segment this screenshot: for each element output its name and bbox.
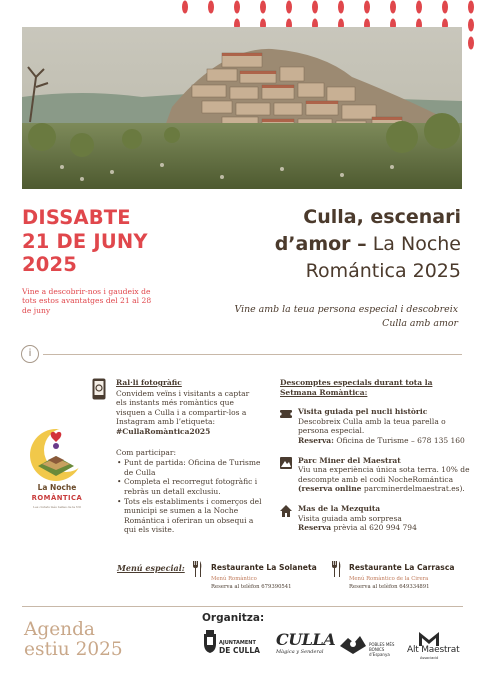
mountain-icon xyxy=(280,457,292,469)
pobles-line-2: BONICS xyxy=(369,647,385,652)
discount-item xyxy=(280,407,470,445)
agenda-line-2: estiu 2025 xyxy=(24,639,123,660)
date-line-3: 2025 xyxy=(22,253,78,276)
info-divider xyxy=(21,345,462,363)
agenda-line-1: Agenda xyxy=(24,619,95,640)
menu-section xyxy=(117,561,467,601)
decorative-dot xyxy=(260,1,266,14)
title-line-3: Romántica 2025 xyxy=(305,260,461,282)
discount-extra: Oficina de Turisme – 678 135 160 xyxy=(333,435,465,445)
cutlery-icon xyxy=(331,561,341,577)
pobles-bonics-icon xyxy=(338,630,368,656)
ajuntament-logo-text xyxy=(219,640,260,655)
discounts-section xyxy=(280,378,470,533)
date-subtitle: Vine a descobrir-nos i gaudeix de tots estos avantatges del 21 al 28 de juny xyxy=(22,286,152,315)
date-line-2: 21 DE JUNY xyxy=(22,229,148,253)
decorative-dot xyxy=(182,1,188,14)
decorative-dot xyxy=(312,1,318,14)
restaurant-phone: Reserva al telèfon 679390541 xyxy=(211,584,292,590)
date-block xyxy=(22,206,212,315)
discount-extra-bold: Reserva: xyxy=(298,435,334,445)
ajuntament-line-1: AJUNTAMENT xyxy=(219,640,256,646)
page-title xyxy=(201,204,461,285)
discount-item-title: Mas de la Mezquita xyxy=(298,503,381,513)
discount-item xyxy=(280,504,470,533)
camera-icon xyxy=(92,378,106,400)
house-icon xyxy=(280,505,292,517)
participate-label: Com participar: xyxy=(116,447,177,457)
restaurant-menu: Menú Romàntico de la Cirera xyxy=(349,576,429,582)
rally-section xyxy=(92,378,262,535)
title-line-2 xyxy=(201,231,461,258)
discount-text: Viu una experiència única sota terra. 10% de descompte amb el codi NocheRomántica xyxy=(298,465,470,484)
decorative-dot xyxy=(234,1,240,14)
participate-list xyxy=(116,458,262,535)
menu-label: Menú especial: xyxy=(117,563,185,573)
decorative-dot xyxy=(468,19,474,32)
pobles-bonics-text xyxy=(369,642,394,657)
alt-maestrat-text: Alt Maestrat xyxy=(407,645,460,655)
participate-section xyxy=(116,448,262,535)
decorative-dot xyxy=(208,1,214,14)
info-icon: i xyxy=(21,345,39,363)
pobles-line-1: POBLES MÉS xyxy=(369,642,395,647)
participate-item: • Completa el recorregut fotogràfic i rebràs un detall exclusiu. xyxy=(116,477,262,496)
title-line-2-light: La Noche xyxy=(366,233,461,255)
decorative-dot xyxy=(364,1,370,14)
title-line-2-bold: d’amor – xyxy=(274,233,367,255)
discount-item xyxy=(280,456,470,494)
participate-item: • Tots els establiments i comerços del municipi se sumen a la Noche Romántica i oferiran un obsequi a qui els visite. xyxy=(116,497,262,535)
hero-photo xyxy=(22,27,462,189)
discount-item-title: Visita guiada pel nucli històric xyxy=(298,407,428,417)
decorative-dot xyxy=(390,1,396,14)
discount-item-title: Parc Miner del Maestrat xyxy=(298,455,401,465)
participate-item: • Punt de partida: Oficina de Turisme de Culla xyxy=(116,458,262,477)
ticket-icon xyxy=(280,408,292,420)
agenda-title xyxy=(24,620,123,660)
decorative-dot xyxy=(468,37,474,50)
logo-line-1: La Noche xyxy=(37,483,77,492)
restaurant-name: Restaurante La Carrasca xyxy=(349,563,455,572)
pobles-line-3: d’Espanya xyxy=(369,652,390,657)
decorative-dot xyxy=(468,1,474,14)
discount-item-extra xyxy=(298,523,470,533)
rally-hashtag: #CullaRomàntica2025 xyxy=(116,426,211,436)
title-subtitle: Vine amb la teua persona especial i descobreix Culla amb amor xyxy=(234,304,458,329)
decorative-dot xyxy=(442,1,448,14)
discount-extra-bold: Reserva xyxy=(298,523,332,533)
discount-item-text: Visita guiada amb sorpresa xyxy=(298,513,402,523)
discounts-title: Descomptes especials durant tota la Setmana Romàntica: xyxy=(280,378,433,397)
footer-divider xyxy=(22,606,463,607)
discount-item-extra xyxy=(298,436,470,446)
date-line-1: DISSABTE xyxy=(22,206,131,229)
discount-extra: prèvia al 620 994 794 xyxy=(331,523,417,533)
event-date xyxy=(22,206,212,277)
logo-line-2: ROMÀNTICA xyxy=(31,494,83,502)
alt-maestrat-sub: Associació xyxy=(420,656,439,660)
restaurant-name: Restaurante La Solaneta xyxy=(211,563,317,572)
discount-item-text: Descobreix Culla amb la teua parella o persona especial. xyxy=(298,416,446,436)
alt-maestrat-mark-icon xyxy=(418,630,440,646)
discount-item-text xyxy=(298,465,470,494)
ajuntament-crest-icon xyxy=(203,630,217,654)
ajuntament-line-2: DE CULLA xyxy=(219,646,260,655)
rally-text: Convidem veïns i visitants a captar els instants més romàntics que visquen a Culla i a compartir-los a Instagram amb l’etiqueta: xyxy=(116,388,250,427)
organizers-label: Organitza: xyxy=(202,612,265,624)
culla-logo: CULLA xyxy=(276,630,336,649)
discount-extra: parcminerdelmaestrat.es). xyxy=(361,484,465,494)
discount-extra-bold: (reserva online xyxy=(298,484,362,494)
decorative-dot xyxy=(416,1,422,14)
logo-line-3: Les ciutats més belles de la Nit xyxy=(33,505,81,509)
restaurant-menu: Menú Romàntico xyxy=(211,576,257,582)
divider-line xyxy=(43,354,462,355)
title-line-1: Culla, escenari xyxy=(303,206,461,228)
restaurant-phone: Reserva al telèfon 649334891 xyxy=(349,584,430,590)
decorative-dot xyxy=(286,1,292,14)
culla-logo-sub: Màgica y Senderal xyxy=(276,649,324,655)
decorative-dot xyxy=(338,1,344,14)
rally-title: Ral·li fotogràfic xyxy=(116,378,182,387)
cutlery-icon xyxy=(192,561,202,577)
